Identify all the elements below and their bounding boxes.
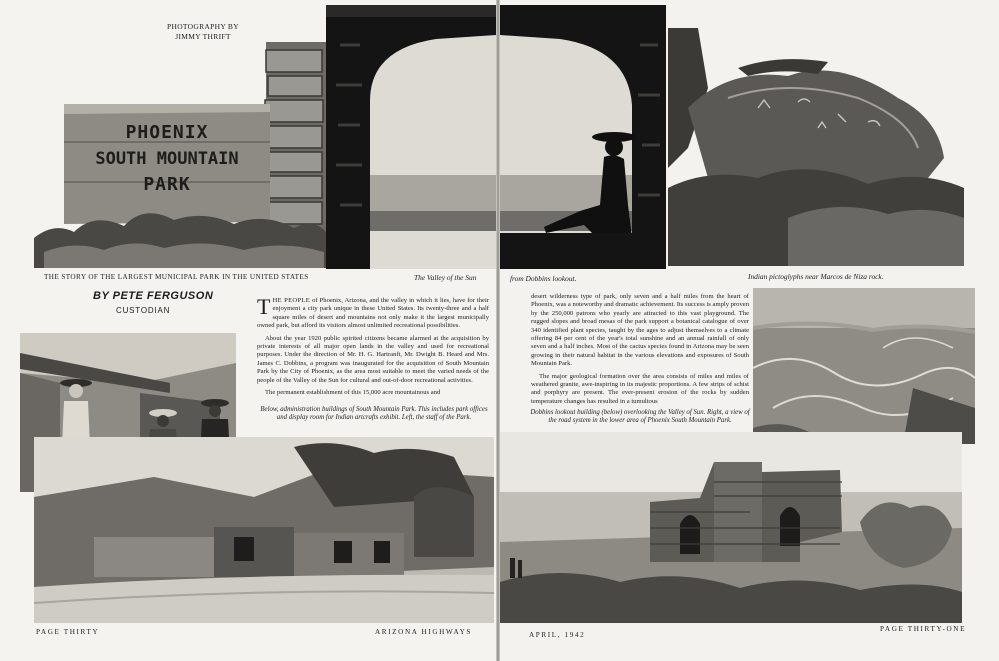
photo-credit — [148, 22, 258, 42]
caption-admin-buildings: Below, administration buildings of South Mountain Park. This includes park offices and display room for Indian artcrafts exhibit. Left, the staff of the Park. — [260, 406, 488, 422]
caption-dobbins-lookout: Dobbins lookout building (below) overlooking the Valley of Sun. Right, a view of the road system in the lower area of Phoenix South Mountain Park. — [530, 409, 750, 425]
article-paragraph-2: About the year 1920 public spirited citizens became alarmed at the acquisition by private interests of all major open lands in the valley and used for recreational purposes. Under the direction of Mr. H. G. Hartranft, Mr. Dwight B. Heard and Mrs. James C. Dobbins, a program was inaugurated for the acquisition of South Mountain Park by the City of Phoenix, as the area most suitable to meet the varied needs of the people of the Valley of the Sun for cultural and out-of-door recreational activities. — [257, 334, 489, 384]
article-paragraph-4: desert wilderness type of park, only seven and a half miles from the heart of Phoenix, was a noteworthy and dramatic achievement. Its success is amply proven by the 250,000 patrons who yearly are attracted to this vast playground. The rugged slopes and broad mesas of the park support a botanical catalogue of over 340 identified plant species, taught by the ages to adjust themselves to a climate offering 84 per cent of the year's total sunshine and an annual rainfall of only seven and a half inches. Most of the cactus species found in Arizona may be seen growing in their natural habitat in the various elevations and exposures of South Mountain Park. — [531, 293, 749, 368]
folio-right: PAGE THIRTY-ONE — [880, 625, 967, 633]
byline: BY PETE FERGUSON — [93, 290, 214, 302]
byline-title: CUSTODIAN — [116, 306, 171, 315]
article-column-1 — [257, 294, 489, 401]
admin-buildings-photo — [34, 437, 494, 623]
folio-left: PAGE THIRTY — [36, 628, 100, 636]
article-paragraph-1 — [257, 294, 489, 331]
photographer-name: JIMMY THRIFT — [175, 32, 231, 41]
article-paragraph-5: The major geological formation over the area consists of miles and miles of weathered granite, awe-inspiring in its majestic proportions. A few strips of schist and porphyry are present. The ever-present erosion of the rocks by sudden temperature changes has resulted in a tumultous — [531, 372, 749, 405]
sign-line-3: PARK — [143, 174, 191, 195]
pictographs-photo — [668, 28, 964, 266]
sign-line-1: PHOENIX — [125, 122, 209, 143]
magazine-title: ARIZONA HIGHWAYS — [375, 628, 473, 636]
photo-credit-label: PHOTOGRAPHY BY — [167, 22, 239, 31]
drop-cap: T — [257, 294, 271, 319]
caption-pictographs: Indian pictoglyphs near Marcos de Niza rock. — [748, 272, 884, 281]
dobbins-lookout-photo — [500, 432, 962, 623]
road-system-photo — [753, 288, 975, 444]
sign-line-2: SOUTH MOUNTAIN — [95, 149, 239, 169]
sign-text — [64, 120, 270, 198]
valley-arch-photo-right — [500, 5, 666, 269]
caption-valley: The Valley of the Sun — [414, 273, 477, 282]
article-column-2 — [531, 293, 749, 410]
caption-dobbins: from Dobbins lookout. — [510, 274, 577, 283]
lead-in: HE PEOPLE — [272, 297, 311, 304]
paragraph-1-text: of Phoenix, Arizona, and the valley in which it lies, have for their enjoyment a city park unique in these United States. Its twenty-three and a half square miles of desert and mountains not only make it the largest municipally owned park, but afford its visitors almost unlimited recreational possibilities. — [257, 297, 489, 330]
article-headline: THE STORY OF THE LARGEST MUNICIPAL PARK IN THE UNITED STATES — [44, 273, 309, 281]
valley-arch-photo-left — [326, 5, 496, 269]
article-paragraph-3: The permanent establishment of this 15,000 acre mountainous and — [265, 389, 441, 397]
issue-date: APRIL, 1942 — [529, 631, 586, 639]
